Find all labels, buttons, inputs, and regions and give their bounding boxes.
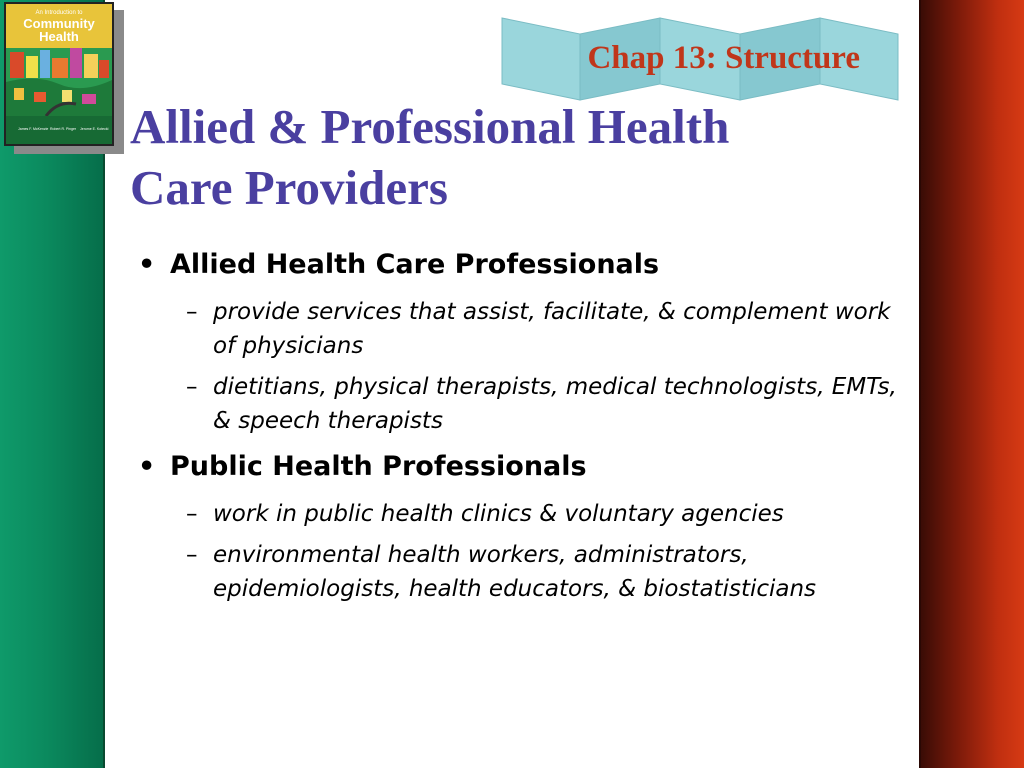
sub-bullet-item bbox=[130, 538, 900, 606]
book-author-2: Robert R. Pinger bbox=[50, 127, 77, 131]
sub-bullet-item bbox=[130, 370, 900, 438]
sub-bullet-text: work in public health clinics & voluntary agencies bbox=[213, 501, 784, 527]
sub-bullet-text: environmental health workers, administrators, epidemiologists, health educators, & biostatisticians bbox=[213, 542, 817, 602]
book-line1: An Introduction to bbox=[35, 10, 83, 16]
slide-body bbox=[130, 246, 900, 606]
dash-marker: – bbox=[186, 501, 198, 527]
book-cover-illustration bbox=[6, 4, 112, 144]
right-decorative-bar bbox=[919, 0, 1024, 768]
book-cover-image bbox=[4, 2, 114, 146]
bullet-dot: • bbox=[138, 249, 156, 280]
sub-bullet-text: dietitians, physical therapists, medical technologists, EMTs, & speech therapists bbox=[213, 374, 897, 434]
chapter-label: Chap 13: Structure bbox=[587, 40, 860, 76]
sub-bullet-item bbox=[130, 497, 900, 531]
book-line3: Health bbox=[39, 29, 79, 44]
title-line-1: Allied & Professional Health bbox=[130, 99, 730, 154]
sub-bullet-text: provide services that assist, facilitate, & complement work of physicians bbox=[213, 299, 891, 359]
book-author-1: James F. McKenzie bbox=[18, 127, 49, 131]
title-line-2: Care Providers bbox=[130, 160, 448, 215]
book-author-3: Jerome E. Kotecki bbox=[80, 127, 109, 131]
sub-bullet-item bbox=[130, 295, 900, 363]
dash-marker: – bbox=[186, 299, 198, 325]
dash-marker: – bbox=[186, 374, 198, 400]
bullet-allied-health bbox=[130, 246, 900, 284]
bullet-heading: Allied Health Care Professionals bbox=[170, 249, 660, 280]
slide-title bbox=[130, 96, 900, 218]
bullet-heading: Public Health Professionals bbox=[170, 451, 587, 482]
bullet-dot: • bbox=[138, 451, 156, 482]
book-line2: Community bbox=[23, 16, 95, 31]
bullet-public-health bbox=[130, 448, 900, 486]
dash-marker: – bbox=[186, 542, 198, 568]
